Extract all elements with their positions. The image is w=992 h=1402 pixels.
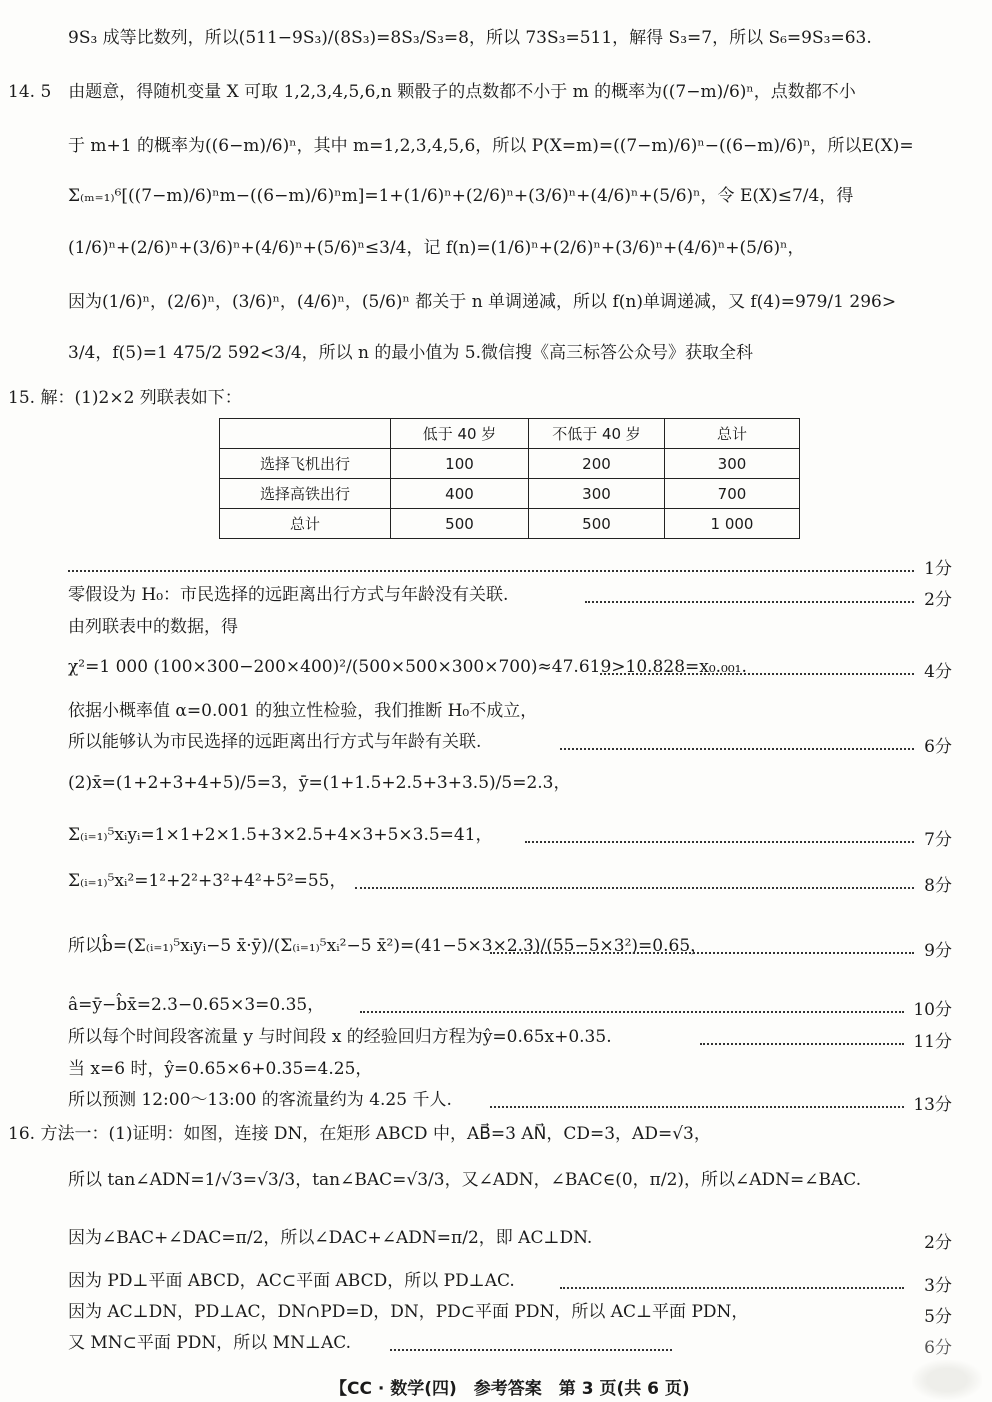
leader-dots — [360, 1011, 904, 1013]
leader-dots — [700, 1043, 904, 1045]
line-27: 又 MN⊂平面 PDN，所以 MN⊥AC. — [68, 1333, 352, 1353]
leader-dots — [560, 1287, 904, 1289]
table-cell: 100 — [391, 449, 529, 479]
line-15: Σ₍ᵢ₌₁₎⁵xᵢyᵢ=1×1+2×1.5+3×2.5+4×3+5×3.5=41， — [68, 825, 493, 845]
leader-dots — [68, 570, 914, 572]
line-12: 依据小概率值 α=0.001 的独立性检验，我们推断 H₀不成立， — [68, 701, 538, 721]
table-cell: 200 — [529, 449, 665, 479]
table-cell: 总计 — [665, 419, 800, 449]
contingency-table — [219, 418, 800, 539]
score-1: 1分 — [924, 559, 952, 579]
table-cell: 300 — [665, 449, 800, 479]
score-t5: 5分 — [924, 1307, 952, 1327]
leader-dots — [600, 673, 914, 675]
table-cell: 700 — [665, 479, 800, 509]
table-cell: 不低于 40 岁 — [529, 419, 665, 449]
score-4: 4分 — [924, 662, 952, 682]
line-20: 当 x=6 时，ŷ=0.65×6+0.35=4.25， — [68, 1059, 373, 1079]
line-25: 因为 PD⊥平面 ABCD，AC⊂平面 ABCD，所以 PD⊥AC. — [68, 1271, 515, 1291]
score-t6: 6分 — [924, 1338, 952, 1358]
line-1: 9S₃ 成等比数列，所以(511−9S₃)/(8S₃)=8S₃/S₃=8，所以 73S₃=511，解得 S₃=7，所以 S₆=9S₃=63. — [68, 28, 872, 48]
line-23: 所以 tan∠ADN=1/√3=√3/3，tan∠BAC=√3/3，又∠ADN，∠BAC∈(0，π/2)，所以∠ADN=∠BAC. — [68, 1170, 862, 1190]
table-cell: 低于 40 岁 — [391, 419, 529, 449]
line-10: 由列联表中的数据，得 — [68, 617, 238, 637]
score-8: 8分 — [924, 876, 952, 896]
table-cell — [220, 419, 391, 449]
score-9: 9分 — [924, 941, 952, 961]
leader-dots — [390, 1349, 672, 1351]
score-10: 10分 — [913, 1000, 952, 1020]
table-cell: 总计 — [220, 509, 391, 539]
line-7: 3/4，f(5)=1 475/2 592<3/4，所以 n 的最小值为 5.微信搜《高三标答公众号》获取全科 — [68, 343, 754, 363]
leader-dots — [490, 952, 914, 954]
line-13: 所以能够认为市民选择的远距离出行方式与年龄有关联. — [68, 732, 482, 752]
score-7: 7分 — [924, 830, 952, 850]
table-cell: 1 000 — [665, 509, 800, 539]
leader-dots — [560, 748, 914, 750]
page-footer: 【CC · 数学(四) 参考答案 第 3 页(共 6 页) — [330, 1379, 690, 1399]
leader-dots — [355, 887, 914, 889]
table-cell: 300 — [529, 479, 665, 509]
leader-dots — [585, 601, 914, 603]
table-cell: 选择飞机出行 — [220, 449, 391, 479]
leader-dots — [490, 1106, 904, 1108]
table-cell: 400 — [391, 479, 529, 509]
line-9: 零假设为 H₀：市民选择的远距离出行方式与年龄没有关联. — [68, 585, 509, 605]
line-8: 15. 解：(1)2×2 列联表如下： — [8, 388, 242, 408]
line-17: 所以b̂=(Σ₍ᵢ₌₁₎⁵xᵢyᵢ−5 x̄·ȳ)/(Σ₍ᵢ₌₁₎⁵xᵢ²−5 x̄²)=(41−5×3×2.3)/(55−5×3²)=0.65， — [68, 936, 708, 956]
line-3: 于 m+1 的概率为((6−m)/6)ⁿ，其中 m=1,2,3,4,5,6，所以 P(X=m)=((7−m)/6)ⁿ−((6−m)/6)ⁿ，所以E(X)= — [68, 136, 914, 156]
score-11: 11分 — [913, 1032, 952, 1052]
line-24: 因为∠BAC+∠DAC=π/2，所以∠DAC+∠ADN=π/2，即 AC⊥DN. — [68, 1228, 593, 1248]
line-26: 因为 AC⊥DN，PD⊥AC，DN∩PD=D，DN，PD⊂平面 PDN，所以 AC⊥平面 PDN， — [68, 1302, 749, 1322]
table-cell: 500 — [391, 509, 529, 539]
score-t3: 3分 — [924, 1276, 952, 1296]
table-row — [220, 449, 800, 479]
score-6: 6分 — [924, 737, 952, 757]
leader-dots — [525, 841, 914, 843]
table-row — [220, 509, 800, 539]
line-4: Σ₍ₘ₌₁₎⁶[((7−m)/6)ⁿm−((6−m)/6)ⁿm]=1+(1/6)ⁿ+(2/6)ⁿ+(3/6)ⁿ+(4/6)ⁿ+(5/6)ⁿ，令 E(X)≤7/4，得 — [68, 186, 854, 206]
table-cell: 500 — [529, 509, 665, 539]
line-6: 因为(1/6)ⁿ，(2/6)ⁿ，(3/6)ⁿ，(4/6)ⁿ，(5/6)ⁿ 都关于 n 单调递减，所以 f(n)单调递减，又 f(4)=979/1 296> — [68, 292, 897, 312]
line-2: 14. 5 由题意，得随机变量 X 可取 1,2,3,4,5,6,n 颗骰子的点数都不小于 m 的概率为((7−m)/6)ⁿ，点数都不小 — [8, 82, 856, 102]
line-14: (2)x̄=(1+2+3+4+5)/5=3，ȳ=(1+1.5+2.5+3+3.5)/5=2.3， — [68, 773, 571, 793]
score-13: 13分 — [913, 1095, 952, 1115]
line-22: 16. 方法一：(1)证明：如图，连接 DN，在矩形 ABCD 中，AB⃗=3 AN⃗，CD=3，AD=√3， — [8, 1124, 711, 1144]
line-18: â=ȳ−b̂x̄=2.3−0.65×3=0.35， — [68, 995, 325, 1015]
line-19: 所以每个时间段客流量 y 与时间段 x 的经验回归方程为ŷ=0.65x+0.35. — [68, 1027, 612, 1047]
table-cell: 选择高铁出行 — [220, 479, 391, 509]
score-t2: 2分 — [924, 1233, 952, 1253]
score-2: 2分 — [924, 590, 952, 610]
watermark-blur — [912, 1360, 982, 1400]
line-11: χ²=1 000 (100×300−200×400)²/(500×500×300×700)≈47.619>10.828=x₀.₀₀₁. — [68, 657, 747, 677]
table-row — [220, 479, 800, 509]
line-21: 所以预测 12:00～13:00 的客流量约为 4.25 千人. — [68, 1090, 452, 1110]
table-header-row — [220, 419, 800, 449]
line-16: Σ₍ᵢ₌₁₎⁵xᵢ²=1²+2²+3²+4²+5²=55， — [68, 871, 347, 891]
line-5: (1/6)ⁿ+(2/6)ⁿ+(3/6)ⁿ+(4/6)ⁿ+(5/6)ⁿ≤3/4，记 f(n)=(1/6)ⁿ+(2/6)ⁿ+(3/6)ⁿ+(4/6)ⁿ+(5/6)ⁿ， — [68, 238, 805, 258]
